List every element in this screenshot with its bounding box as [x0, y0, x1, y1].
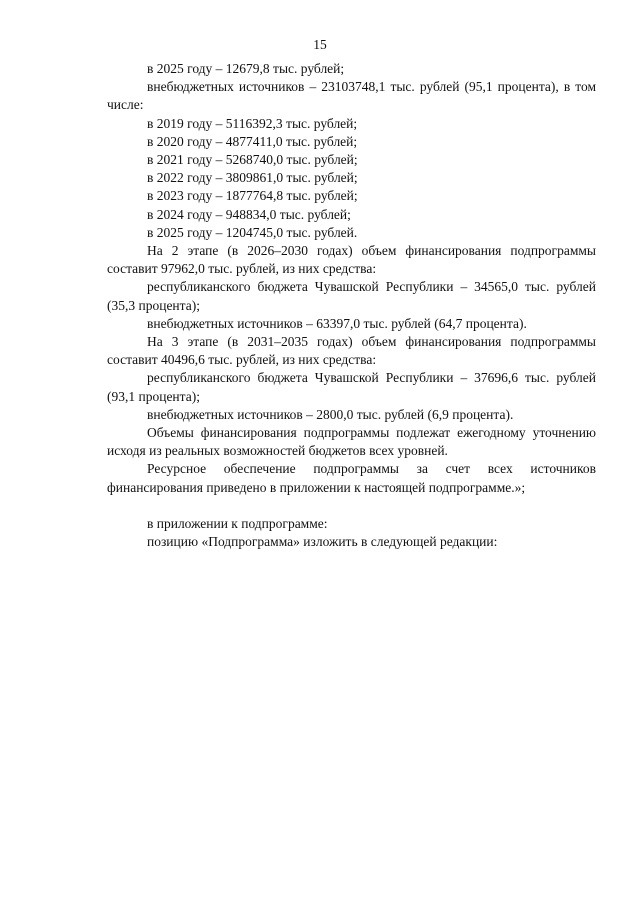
- paragraph-2021: в 2021 году – 5268740,0 тыс. рублей;: [147, 152, 358, 168]
- paragraph-2025: в 2025 году – 1204745,0 тыс. рублей.: [147, 224, 358, 240]
- paragraph-2019: в 2019 году – 5116392,3 тыс. рублей;: [147, 115, 358, 131]
- paragraph-extrabudgetary-total: внебюджетных источников – 23103748,1 тыс. рублей (95,1 процента), в том числе:: [107, 79, 596, 113]
- paragraph-2025-budget-line: в 2025 году – 12679,8 тыс. рублей;: [147, 61, 345, 76]
- paragraph-stage-2: На 2 этапе (в 2026–2030 годах) объем финансирования подпрограммы составит 97962,0 тыс. рублей, из них средства:: [107, 243, 596, 277]
- paragraph-position-instruction: позицию «Подпрограмма» изложить в следующей редакции:: [147, 534, 498, 550]
- paragraph-stage-3-republic-budget: республиканского бюджета Чувашской Республики – 37696,6 тыс. рублей (93,1 процента);: [107, 370, 596, 404]
- paragraph-annual-refinement: Объемы финансирования подпрограммы подлежат ежегодному уточнению исходя из реальных возможностей бюджетов всех уровней.: [107, 425, 596, 459]
- paragraph-2024: в 2024 году – 948834,0 тыс. рублей;: [147, 206, 351, 222]
- paragraph-stage-3-extrabudgetary: внебюджетных источников – 2800,0 тыс. рублей (6,9 процента).: [147, 406, 514, 422]
- paragraph-resource-provision: Ресурсное обеспечение подпрограммы за счет всех источников финансирования приведено в приложении к настоящей подпрограмме.»;: [107, 461, 596, 495]
- page-number: 15: [313, 37, 327, 52]
- paragraph-2022: в 2022 году – 3809861,0 тыс. рублей;: [147, 170, 358, 186]
- paragraph-stage-2-republic-budget: республиканского бюджета Чувашской Республики – 34565,0 тыс. рублей (35,3 процента);: [107, 279, 596, 313]
- paragraph-stage-3: На 3 этапе (в 2031–2035 годах) объем финансирования подпрограммы составит 40496,6 тыс. рублей, из них средства:: [107, 334, 596, 368]
- document-body: [107, 60, 596, 551]
- paragraph-appendix-intro: в приложении к подпрограмме:: [147, 515, 328, 531]
- paragraph-2020: в 2020 году – 4877411,0 тыс. рублей;: [147, 133, 358, 149]
- paragraph-2023: в 2023 году – 1877764,8 тыс. рублей;: [147, 188, 358, 204]
- paragraph-spacer: [107, 497, 596, 515]
- paragraph-stage-2-extrabudgetary: внебюджетных источников – 63397,0 тыс. рублей (64,7 процента).: [147, 315, 527, 331]
